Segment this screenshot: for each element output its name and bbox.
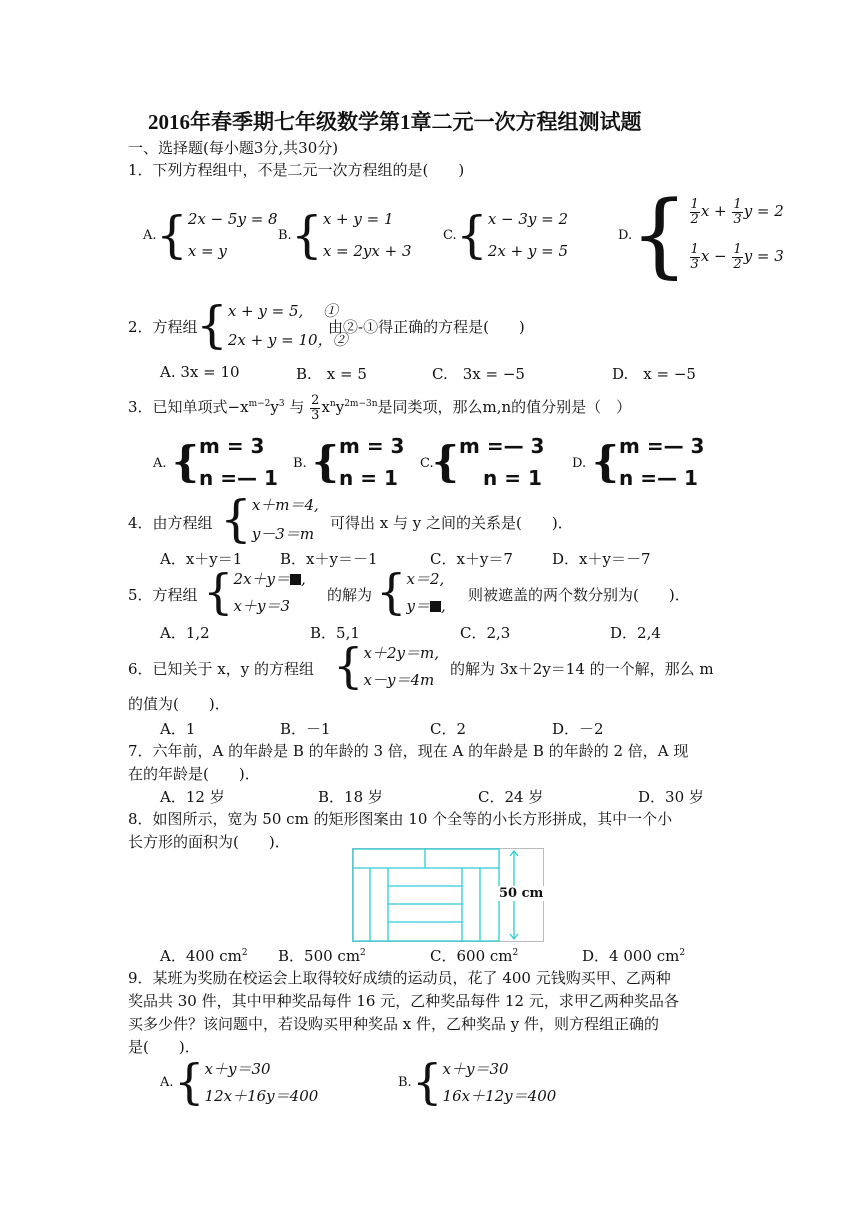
q4-stem-end: 可得出 x 与 y 之间的关系是( )．	[330, 514, 573, 532]
q5-stem-start: 5．方程组	[128, 586, 198, 604]
q3-stem: 3．已知单项式$-x^{m-2}y^3$ 与 $\frac{2}{3}$ $x^ny^{2m-3n}$是同类项，那么m,n的值分别是（ ）	[128, 393, 632, 423]
q5-option-b: B．5,1	[310, 624, 360, 642]
q8-option-b: B．500 $cm^2$	[278, 947, 366, 965]
q9-option-b-label: B.	[398, 1075, 412, 1090]
equation: 2x + y = 10，②	[227, 331, 348, 349]
q1-option-d-system: { $\frac{1}{2}$ x + $\frac{1}{3}$ y = 2 $\frac{1}{3}$ x − $\frac{1}{2}$ y = 3	[630, 181, 784, 288]
q9-stem-line2: 奖品共 30 件，其中甲种奖品每件 16 元，乙种奖品每件 12 元，求甲乙两种奖品各	[128, 992, 679, 1010]
q4-option-d: D．x＋y＝－7	[552, 550, 651, 568]
equation: $\frac{1}{3}$ x − $\frac{1}{2}$ y = 3	[690, 242, 784, 272]
q5-system: { 2x＋y＝ , x＋y＝3	[203, 564, 306, 620]
q5-solution-system: { x＝2, y＝ ,	[376, 564, 446, 620]
q1-option-d-label: D.	[618, 228, 633, 243]
q8-stem-line1: 8．如图所示，宽为 50 cm 的矩形图案由 10 个全等的小长方形拼成，其中一个小	[128, 810, 673, 828]
page-title: 2016年春季期七年级数学第1章二元一次方程组测试题	[148, 110, 642, 134]
equation: m =— 3	[619, 434, 705, 458]
q7-option-a: A．12 岁	[160, 788, 225, 806]
q2-option-d: D. x = −5	[612, 365, 696, 383]
equation: x＋2y＝m,	[363, 644, 440, 662]
q2-stem-end: 由②-①得正确的方程是( )	[328, 318, 525, 336]
section-heading: 一、选择题(每小题3分,共30分)	[128, 139, 339, 157]
q6-option-c: C．2	[430, 720, 467, 738]
q7-option-d: D．30 岁	[638, 788, 704, 806]
tiling	[353, 849, 518, 941]
q6-stem-end: 的解为 3x＋2y＝14 的一个解，那么 m	[450, 660, 714, 678]
equation: n =— 1	[619, 466, 698, 490]
equation: 12x＋16y＝400	[204, 1087, 319, 1105]
q3-option-d-label: D.	[572, 456, 587, 471]
equation: n = 1	[483, 466, 542, 490]
equation: m =— 3	[459, 434, 545, 458]
q6-option-b: B．－1	[280, 720, 331, 738]
q4-option-a: A．x＋y＝1	[160, 550, 243, 568]
equation: n = 1	[339, 466, 398, 490]
q7-stem-line1: 7．六年前，A 的年龄是 B 的年龄的 3 倍，现在 A 的年龄是 B 的年龄的 2 倍，A 现	[128, 742, 689, 760]
equation: x＝2,	[406, 570, 445, 588]
q4-option-b: B．x＋y＝－1	[280, 550, 378, 568]
q2-option-a: A. 3x = 10	[160, 363, 240, 381]
q6-system: { x＋2y＝m, x－y＝4m	[333, 638, 440, 694]
equation: 2x − 5y = 8	[187, 210, 278, 228]
q5-option-d: D．2,4	[610, 624, 661, 642]
q1-option-a-system: { 2x − 5y = 8 x = y	[156, 206, 278, 264]
q7-option-b: B．18 岁	[318, 788, 383, 806]
q8-option-c: C．600 $cm^2$	[430, 947, 519, 965]
masked-number	[430, 601, 441, 612]
q1-option-c-label: C.	[443, 228, 457, 243]
q9-stem-line1: 9．某班为奖励在校运会上取得较好成绩的运动员，花了 400 元钱购买甲、乙两种	[128, 969, 671, 987]
figure-width-label: 50 cm	[499, 886, 544, 901]
q3-option-c-system: { m =— 3 n = 1	[432, 434, 545, 490]
q9-option-a-system: { x＋y＝30 12x＋16y＝400	[174, 1054, 319, 1110]
q9-stem-line3: 买多少件？该问题中，若设购买甲种奖品 x 件，乙种奖品 y 件，则方程组正确的	[128, 1015, 660, 1033]
q3-option-b-system: { m = 3 n = 1	[312, 434, 405, 490]
equation: x = 2yx + 3	[322, 242, 412, 260]
equation: y＝ ,	[406, 597, 446, 615]
q3-option-a-label: A.	[153, 456, 167, 471]
equation: n =— 1	[199, 466, 278, 490]
equation: x＋m＝4,	[251, 496, 319, 514]
fraction: $\frac{1}{3}$	[690, 242, 699, 272]
equation: $\frac{1}{2}$ x + $\frac{1}{3}$ y = 2	[690, 197, 784, 227]
q2-option-b: B. x = 5	[296, 365, 367, 383]
q1-option-b-system: { x + y = 1 x = 2yx + 3	[291, 206, 412, 264]
q1-option-b-label: B.	[278, 228, 292, 243]
q8-option-a: A．400 $cm^2$	[160, 947, 248, 965]
q4-system: { x＋m＝4, y－3＝m	[220, 490, 319, 548]
q9-stem-line4: 是( )．	[128, 1038, 200, 1056]
q5-stem-end: 则被遮盖的两个数分别为( )．	[468, 586, 690, 604]
equation: x＋y＝30	[204, 1060, 271, 1078]
q2-option-c: C. 3x = −5	[432, 365, 525, 383]
q3-option-b-label: B.	[293, 456, 307, 471]
q5-option-c: C．2,3	[460, 624, 511, 642]
q9-option-b-system: { x＋y＝30 16x＋12y＝400	[412, 1054, 557, 1110]
fraction: $\frac{1}{3}$	[733, 197, 742, 227]
equation: x－y＝4m	[363, 671, 435, 689]
q2-stem-start: 2．方程组	[128, 318, 198, 336]
q9-option-a-label: A.	[160, 1075, 174, 1090]
equation: 2x + y = 5	[487, 242, 569, 260]
equation: 16x＋12y＝400	[442, 1087, 557, 1105]
q7-stem-line2: 在的年龄是( )．	[128, 765, 260, 783]
equation: x + y = 1	[322, 210, 394, 228]
q1-option-c-system: { x − 3y = 2 2x + y = 5	[456, 206, 569, 264]
equation: y－3＝m	[251, 525, 315, 543]
fraction: $\frac{2}{3}$	[311, 393, 320, 423]
equation: m = 3	[339, 434, 405, 458]
q3-option-a-system: { m = 3 n =— 1	[172, 434, 278, 490]
q6-option-a: A．1	[160, 720, 196, 738]
equation: x − 3y = 2	[487, 210, 569, 228]
masked-number	[290, 574, 301, 585]
q4-stem-start: 4．由方程组	[128, 514, 213, 532]
q8-option-d: D．4 000 $cm^2$	[582, 947, 686, 965]
equation: x＋y＝3	[233, 597, 291, 615]
q3-option-c-label: C.	[420, 456, 434, 471]
equation: 2x＋y＝ ,	[233, 570, 306, 588]
q3-option-d-system: { m =— 3 n =— 1	[592, 434, 705, 490]
q6-stem-line2: 的值为( )．	[128, 695, 230, 713]
fraction: $\frac{1}{2}$	[690, 197, 699, 227]
q5-option-a: A．1,2	[160, 624, 210, 642]
q2-system: { x + y = 5, ① 2x + y = 10，②	[196, 296, 348, 354]
q4-option-c: C．x＋y＝7	[430, 550, 513, 568]
q1-stem: 1．下列方程组中，不是二元一次方程组的是( )	[128, 161, 465, 179]
equation: x + y = 5, ①	[227, 302, 339, 320]
q6-option-d: D．－2	[552, 720, 604, 738]
equation: x＋y＝30	[442, 1060, 509, 1078]
q1-option-a-label: A.	[143, 228, 157, 243]
equation: x = y	[187, 242, 227, 260]
q8-stem-line2: 长方形的面积为( )．	[128, 833, 290, 851]
q5-stem-mid: 的解为	[327, 586, 373, 604]
q6-stem-start: 6．已知关于 x，y 的方程组	[128, 660, 315, 678]
equation: m = 3	[199, 434, 265, 458]
q7-option-c: C．24 岁	[478, 788, 544, 806]
fraction: $\frac{1}{2}$	[733, 242, 742, 272]
